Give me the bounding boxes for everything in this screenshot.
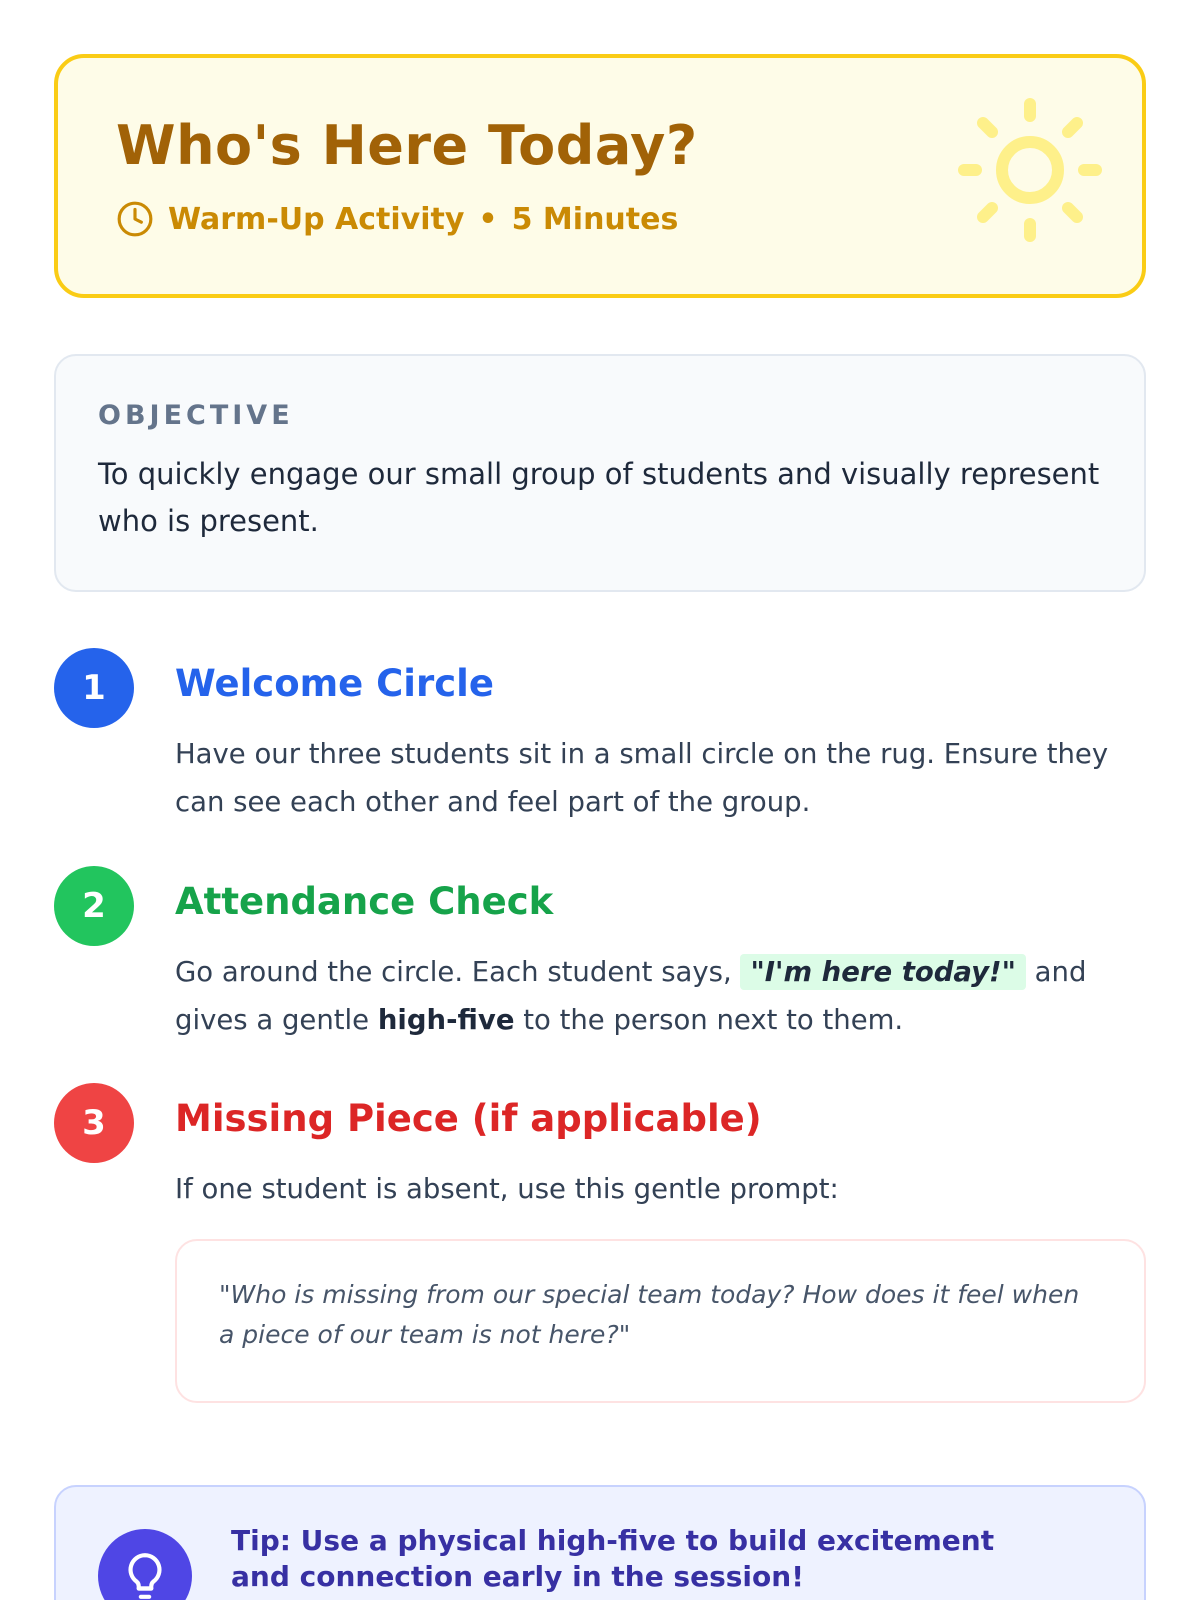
step-text-before: Go around the circle. Each student says, [175,956,732,988]
clock-icon [116,200,154,238]
step-text-after: to the person next to them. [523,1004,904,1036]
bold-phrase: high-five [377,1004,515,1036]
activity-duration: 5 Minutes [511,201,679,237]
step-title: Attendance Check [175,880,554,923]
meta-separator: • [478,201,498,237]
objective-label: OBJECTIVE [98,400,294,431]
step-title: Missing Piece (if applicable) [175,1097,762,1140]
sun-icon [954,94,1106,246]
tip-text: Tip: Use a physical high-five to build excitement and connection early in the session! [231,1524,995,1593]
prompt-quote: "Who is missing from our special team today? How does it feel when a piece of our team is not here?" [175,1239,1146,1403]
step-text-middle: and gives a gentle [175,956,1087,1036]
activity-meta [116,200,678,238]
header-card [54,54,1146,298]
highlighted-phrase: "I'm here today!" [740,954,1025,990]
page-title: Who's Here Today? [116,114,698,177]
step-number-badge: 2 [54,866,134,946]
step-description: Have our three students sit in a small circle on the rug. Ensure they can see each other and feel part of the group. [175,738,1109,818]
objective-text: To quickly engage our small group of students and visually represent who is present. [98,457,1100,538]
activity-type: Warm-Up Activity [168,201,465,237]
objective-card [54,354,1146,592]
step-number-badge: 3 [54,1083,134,1163]
tip-card [54,1485,1146,1600]
step-description [175,948,1135,1044]
step-title: Welcome Circle [175,662,494,705]
lightbulb-icon [98,1529,192,1600]
step-number-badge: 1 [54,648,134,728]
step-description: If one student is absent, use this gentle prompt: [175,1173,839,1205]
